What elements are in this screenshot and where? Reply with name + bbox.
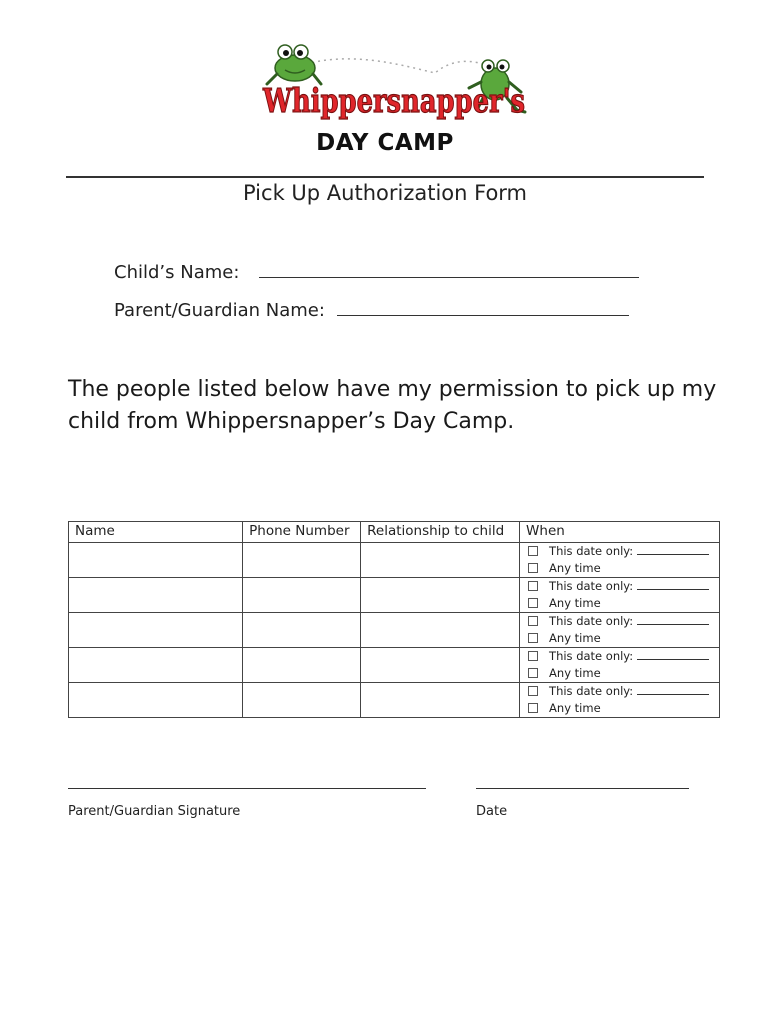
- checkbox-icon[interactable]: [528, 581, 538, 591]
- date-only-label: This date only:: [549, 544, 634, 558]
- page-title: Pick Up Authorization Form: [242, 181, 528, 205]
- relationship-cell[interactable]: [361, 648, 520, 683]
- column-header-relationship: Relationship to child: [361, 522, 520, 543]
- when-cell: [520, 613, 720, 648]
- phone-cell[interactable]: [243, 648, 361, 683]
- pickup-table: [68, 521, 720, 718]
- logo-text: Whippersnapper's: [262, 81, 525, 120]
- checkbox-icon[interactable]: [528, 598, 538, 608]
- column-header-when: When: [520, 522, 720, 543]
- any-time-label: Any time: [549, 561, 601, 575]
- date-only-label: This date only:: [549, 649, 634, 663]
- name-cell[interactable]: [69, 543, 243, 578]
- date-blank[interactable]: [637, 649, 709, 660]
- relationship-cell[interactable]: [361, 543, 520, 578]
- table-row: [69, 543, 720, 578]
- guardian-signature-label: Parent/Guardian Signature: [68, 804, 241, 819]
- name-cell[interactable]: [69, 683, 243, 718]
- child-name-field: [114, 261, 639, 283]
- child-name-blank[interactable]: [259, 261, 639, 278]
- checkbox-icon[interactable]: [528, 633, 538, 643]
- date-blank[interactable]: [637, 684, 709, 695]
- date-label: Date: [476, 804, 508, 819]
- frog-icon: [267, 45, 321, 84]
- any-time-option[interactable]: [520, 630, 719, 647]
- date-only-option[interactable]: [520, 578, 719, 595]
- relationship-cell[interactable]: [361, 683, 520, 718]
- any-time-option[interactable]: [520, 665, 719, 682]
- date-only-option[interactable]: [520, 613, 719, 630]
- logo-graphic: [255, 38, 545, 128]
- when-cell: [520, 648, 720, 683]
- checkbox-icon[interactable]: [528, 616, 538, 626]
- checkbox-icon[interactable]: [528, 668, 538, 678]
- table-header-row: [69, 522, 720, 543]
- checkbox-icon[interactable]: [528, 563, 538, 573]
- any-time-label: Any time: [549, 596, 601, 610]
- name-cell[interactable]: [69, 613, 243, 648]
- guardian-signature-line[interactable]: [68, 788, 426, 789]
- any-time-label: Any time: [549, 631, 601, 645]
- guardian-name-blank[interactable]: [337, 299, 629, 316]
- any-time-label: Any time: [549, 701, 601, 715]
- phone-cell[interactable]: [243, 613, 361, 648]
- any-time-option[interactable]: [520, 595, 719, 612]
- date-line[interactable]: [476, 788, 689, 789]
- date-only-option[interactable]: [520, 683, 719, 700]
- when-cell: [520, 543, 720, 578]
- name-cell[interactable]: [69, 648, 243, 683]
- table-row: [69, 648, 720, 683]
- divider: [66, 176, 704, 178]
- phone-cell[interactable]: [243, 543, 361, 578]
- table-row: [69, 578, 720, 613]
- checkbox-icon[interactable]: [528, 651, 538, 661]
- column-header-name: Name: [69, 522, 243, 543]
- when-cell: [520, 683, 720, 718]
- checkbox-icon[interactable]: [528, 546, 538, 556]
- date-only-label: This date only:: [549, 579, 634, 593]
- table-row: [69, 613, 720, 648]
- guardian-name-label: Parent/Guardian Name:: [114, 300, 325, 321]
- date-only-option[interactable]: [520, 648, 719, 665]
- any-time-label: Any time: [549, 666, 601, 680]
- name-cell[interactable]: [69, 578, 243, 613]
- date-only-label: This date only:: [549, 684, 634, 698]
- when-cell: [520, 578, 720, 613]
- checkbox-icon[interactable]: [528, 703, 538, 713]
- date-blank[interactable]: [637, 614, 709, 625]
- any-time-option[interactable]: [520, 700, 719, 717]
- phone-cell[interactable]: [243, 578, 361, 613]
- phone-cell[interactable]: [243, 683, 361, 718]
- logo-subtitle: DAY CAMP: [316, 130, 454, 156]
- table-row: [69, 683, 720, 718]
- child-name-label: Child’s Name:: [114, 262, 240, 283]
- any-time-option[interactable]: [520, 560, 719, 577]
- relationship-cell[interactable]: [361, 613, 520, 648]
- relationship-cell[interactable]: [361, 578, 520, 613]
- checkbox-icon[interactable]: [528, 686, 538, 696]
- date-only-label: This date only:: [549, 614, 634, 628]
- date-only-option[interactable]: [520, 543, 719, 560]
- permission-statement: The people listed below have my permission to pick up my child from Whippersnapper’s Day Camp.: [68, 377, 717, 434]
- column-header-phone: Phone Number: [243, 522, 361, 543]
- date-blank[interactable]: [637, 544, 709, 555]
- guardian-name-field: [114, 299, 629, 321]
- date-blank[interactable]: [637, 579, 709, 590]
